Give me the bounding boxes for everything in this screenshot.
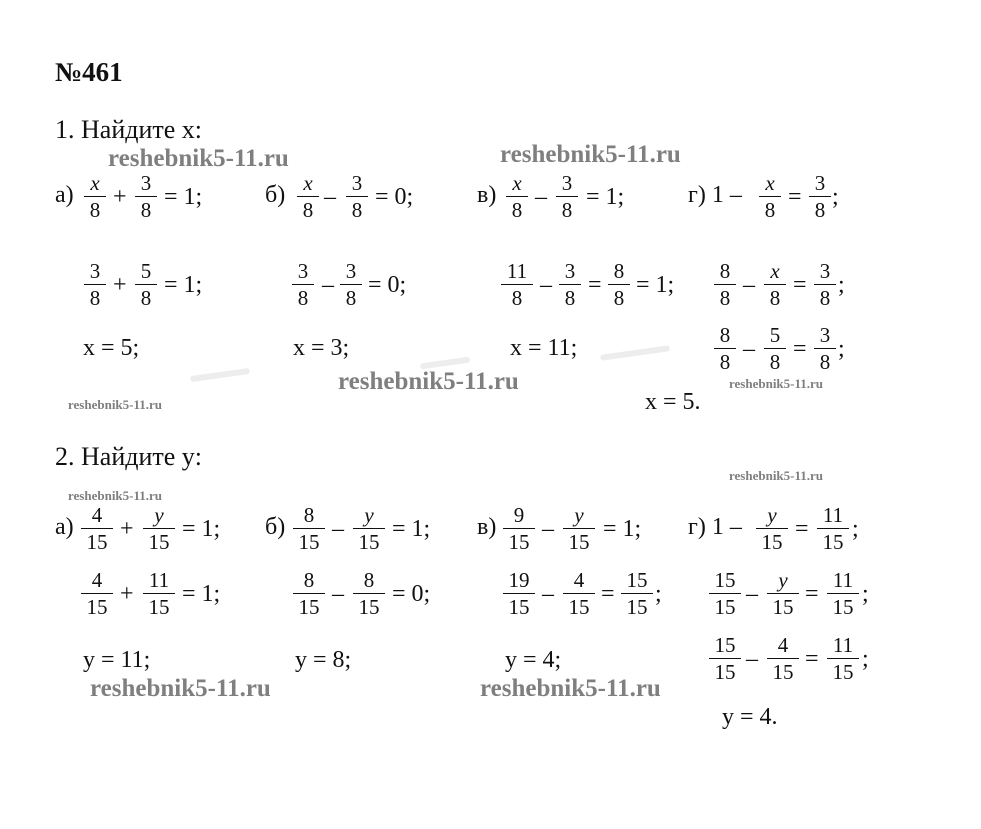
numerator: y [364,503,374,527]
numerator: 3 [819,259,831,283]
numerator: y [767,503,777,527]
fraction [808,170,832,223]
fraction [345,170,369,223]
fraction [620,567,654,620]
denominator: 15 [772,595,794,619]
numerator: y [154,503,164,527]
denominator: 8 [561,198,573,222]
denominator: 8 [819,350,831,374]
operator: – [332,516,344,542]
item-label: а) [55,514,74,540]
numerator: 3 [297,259,309,283]
fraction [83,258,107,311]
numerator: 8 [719,259,731,283]
numerator: 8 [613,259,625,283]
fraction [755,502,789,555]
numerator: 9 [513,503,525,527]
equals-sign: = [793,336,807,362]
numerator: x [90,171,100,195]
numerator: 3 [561,171,573,195]
denominator: 15 [626,595,648,619]
equation-rhs: ; [832,184,839,210]
denominator: 8 [769,350,781,374]
denominator: 15 [568,595,590,619]
operator: + [120,516,134,542]
numerator: 15 [626,568,648,592]
denominator: 8 [564,286,576,310]
item-label: в) [477,182,497,208]
denominator: 8 [511,198,523,222]
answer: x = 3; [293,335,350,361]
watermark: reshebnik5-11.ru [480,675,661,702]
fraction [352,567,386,620]
numerator: 4 [777,633,789,657]
equation-rhs: = 1; [182,516,221,542]
operator: – [542,516,554,542]
fraction [296,170,320,223]
numerator: 8 [303,503,315,527]
denominator: 15 [832,595,854,619]
equation-rhs: ; [838,336,845,362]
section-heading-find-y: 2. Найдите y: [55,442,202,471]
equation-rhs: = 1; [603,516,642,542]
fraction [713,258,737,311]
fraction [134,170,158,223]
fraction [502,567,536,620]
item-label: б) [265,514,286,540]
numerator: x [765,171,775,195]
numerator: 11 [822,503,844,527]
operator: – [322,272,334,298]
denominator: 8 [814,198,826,222]
equals-sign: = [601,581,615,607]
answer: y = 11; [83,647,151,673]
watermark: reshebnik5-11.ru [500,141,681,168]
item-label: г) 1 – [688,182,742,208]
equation-rhs: ; [862,646,869,672]
numerator: 11 [832,568,854,592]
denominator: 15 [832,660,854,684]
fraction [291,258,315,311]
fraction [562,502,596,555]
equation-rhs: = 0; [375,184,414,210]
fraction [708,632,742,685]
fraction [339,258,363,311]
numerator: 3 [89,259,101,283]
denominator: 15 [508,595,530,619]
numerator: x [303,171,313,195]
fraction [502,502,536,555]
fraction [813,322,837,375]
watermark: reshebnik5-11.ru [90,675,271,702]
fraction [80,567,114,620]
equals-sign: = [805,646,819,672]
operator: + [113,272,127,298]
watermark: reshebnik5-11.ru [729,376,824,391]
fraction [555,170,579,223]
operator: – [743,336,755,362]
numerator: 19 [508,568,530,592]
item-label: г) 1 – [688,514,742,540]
item-label: б) [265,182,286,208]
numerator: y [778,568,788,592]
fraction [352,502,386,555]
denominator: 15 [568,530,590,554]
equation-rhs: = 1; [392,516,431,542]
denominator: 15 [86,595,108,619]
answer: x = 5. [645,389,701,415]
fraction [500,258,534,311]
equation-rhs: = 1; [164,184,203,210]
answer: y = 4; [505,647,562,673]
fraction [558,258,582,311]
denominator: 15 [761,530,783,554]
equation-rhs: ; [838,272,845,298]
answer: y = 4. [722,704,778,730]
numerator: 11 [148,568,170,592]
denominator: 8 [351,198,363,222]
numerator: 4 [91,568,103,592]
denominator: 8 [140,286,152,310]
numerator: 4 [91,503,103,527]
numerator: 3 [345,259,357,283]
equation-rhs: = 1; [164,272,203,298]
operator: + [113,184,127,210]
numerator: 3 [351,171,363,195]
answer: y = 8; [295,647,352,673]
numerator: 3 [564,259,576,283]
operator: – [746,581,758,607]
numerator: 15 [714,633,736,657]
item-label: а) [55,182,74,208]
denominator: 15 [148,595,170,619]
numerator: 3 [819,323,831,347]
denominator: 15 [508,530,530,554]
fraction [826,632,860,685]
operator: – [332,581,344,607]
fraction [826,567,860,620]
section-heading-find-x: 1. Найдите x: [55,115,202,144]
numerator: 8 [303,568,315,592]
equation-rhs: = 1; [586,184,625,210]
equals-sign: = [793,272,807,298]
denominator: 8 [511,286,523,310]
denominator: 8 [89,286,101,310]
equation-rhs: = 0; [368,272,407,298]
numerator: 15 [714,568,736,592]
denominator: 8 [302,198,314,222]
denominator: 8 [819,286,831,310]
operator: – [324,184,336,210]
watermark: reshebnik5-11.ru [68,397,163,412]
numerator: 11 [832,633,854,657]
denominator: 15 [714,595,736,619]
fraction [813,258,837,311]
problem-number: №461 [55,57,123,87]
answer: x = 11; [510,335,578,361]
equation-rhs: = 1; [636,272,675,298]
watermark: reshebnik5-11.ru [729,468,824,483]
background-smudge [600,345,670,361]
fraction [763,322,787,375]
fraction [766,567,800,620]
denominator: 8 [140,198,152,222]
fraction [134,258,158,311]
fraction [816,502,850,555]
numerator: x [770,259,780,283]
denominator: 8 [719,286,731,310]
fraction [505,170,529,223]
denominator: 8 [345,286,357,310]
fraction [708,567,742,620]
denominator: 15 [298,595,320,619]
denominator: 8 [769,286,781,310]
answer: x = 5; [83,335,140,361]
denominator: 8 [297,286,309,310]
item-label: в) [477,514,497,540]
denominator: 15 [86,530,108,554]
denominator: 8 [719,350,731,374]
equals-sign: = [805,581,819,607]
numerator: 8 [363,568,375,592]
numerator: 5 [769,323,781,347]
numerator: y [574,503,584,527]
denominator: 15 [358,530,380,554]
fraction [766,632,800,685]
denominator: 15 [714,660,736,684]
equals-sign: = [588,272,602,298]
equation-rhs: ; [852,516,859,542]
equals-sign: = [795,516,809,542]
denominator: 15 [298,530,320,554]
equation-rhs: = 1; [182,581,221,607]
operator: + [120,581,134,607]
numerator: 11 [506,259,528,283]
denominator: 15 [148,530,170,554]
fraction [292,567,326,620]
equation-rhs: ; [655,581,662,607]
denominator: 15 [822,530,844,554]
operator: – [535,184,547,210]
equation-rhs: = 0; [392,581,431,607]
denominator: 15 [772,660,794,684]
operator: – [542,581,554,607]
fraction [763,258,787,311]
denominator: 8 [764,198,776,222]
numerator: x [512,171,522,195]
fraction [292,502,326,555]
operator: – [743,272,755,298]
fraction [142,567,176,620]
numerator: 4 [573,568,585,592]
numerator: 8 [719,323,731,347]
operator: – [540,272,552,298]
fraction [142,502,176,555]
watermark: reshebnik5-11.ru [68,488,163,503]
background-smudge [190,368,250,382]
fraction [758,170,782,223]
watermark: reshebnik5-11.ru [338,368,519,395]
fraction [562,567,596,620]
fraction [83,170,107,223]
denominator: 8 [613,286,625,310]
equals-sign: = [788,184,802,210]
fraction [80,502,114,555]
watermark: reshebnik5-11.ru [108,145,289,172]
numerator: 5 [140,259,152,283]
fraction [713,322,737,375]
denominator: 15 [358,595,380,619]
operator: – [746,646,758,672]
denominator: 8 [89,198,101,222]
numerator: 3 [814,171,826,195]
fraction [607,258,631,311]
numerator: 3 [140,171,152,195]
equation-rhs: ; [862,581,869,607]
